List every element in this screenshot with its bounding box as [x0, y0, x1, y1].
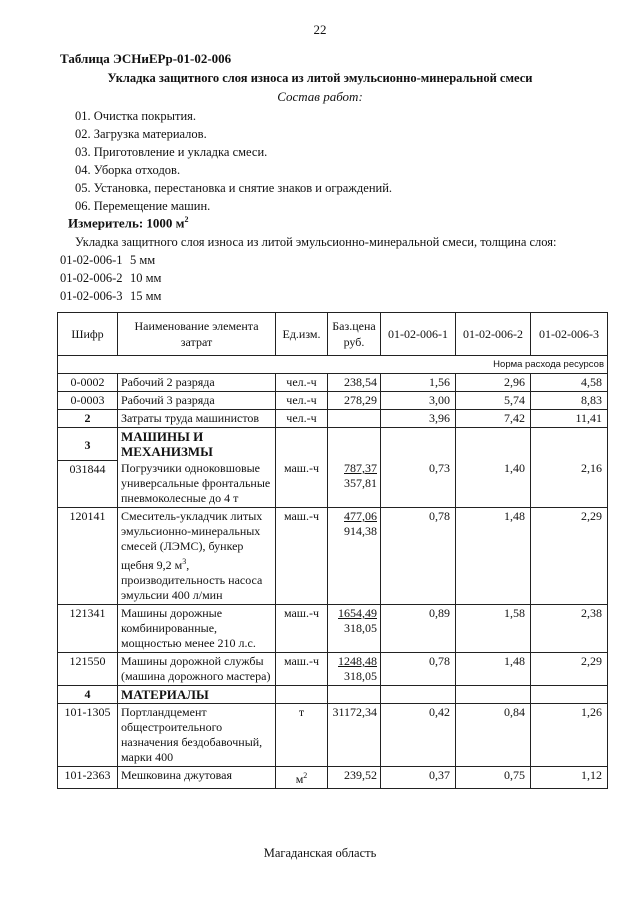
cell-name: Затраты труда машинистов: [118, 410, 276, 428]
norm-row: [58, 356, 608, 374]
cell-value: 3,00: [381, 392, 456, 410]
header-col3: 01-02-006-3: [531, 313, 608, 356]
cell-unit: $м^2$: [276, 767, 328, 789]
cell-name: Смеситель-укладчик литых эмульсионно-минеральных смесей (ЛЭМС), бункер щебня 9,2 $м^3$, производительность насоса эмульсии 400 л/мин: [118, 508, 276, 605]
cell-value: 8,83: [531, 392, 608, 410]
cell-price: 1248,48 318,05: [328, 653, 381, 686]
cell-price: 278,29: [328, 392, 381, 410]
cell-code: 0-0003: [58, 392, 118, 410]
operation-item: 04. Уборка отходов.: [75, 163, 181, 177]
cell-price: 239,52: [328, 767, 381, 789]
cell-unit: маш.-ч: [276, 653, 328, 686]
measure-unit: Измеритель: 1000 $м^2$: [68, 215, 189, 231]
cell-value: 1,26: [531, 704, 608, 767]
resource-table: [57, 312, 608, 789]
table-row: [58, 605, 608, 653]
header-col1: 01-02-006-1: [381, 313, 456, 356]
cell-value: 1,40: [456, 460, 531, 508]
table-row: [58, 704, 608, 767]
cell-value: 1,56: [381, 374, 456, 392]
cell-value: 0,78: [381, 653, 456, 686]
cell-unit: т: [276, 704, 328, 767]
table-row: [58, 767, 608, 789]
cell-value: 0,42: [381, 704, 456, 767]
cell-code: 120141: [58, 508, 118, 605]
cell-value: 1,48: [456, 508, 531, 605]
cell-value: 0,37: [381, 767, 456, 789]
cell-unit: маш.-ч: [276, 605, 328, 653]
cell-code: 0-0002: [58, 374, 118, 392]
cell-price: 477,06 914,38: [328, 508, 381, 605]
section-code: 3: [58, 428, 118, 461]
cell-value: 7,42: [456, 410, 531, 428]
cell-unit: маш.-ч: [276, 508, 328, 605]
cell-code: 121341: [58, 605, 118, 653]
thickness-item: 01-02-006-2 10 мм: [60, 271, 162, 285]
table-row: [58, 392, 608, 410]
section-title: МАШИНЫ И МЕХАНИЗМЫ: [118, 428, 276, 461]
table-subtitle: Укладка защитного слоя износа из литой эмульсионно-минеральной смеси: [107, 71, 533, 85]
operation-item: 06. Перемещение машин.: [75, 199, 211, 213]
section-code: 4: [58, 686, 118, 704]
thickness-item: 01-02-006-1 5 мм: [60, 253, 156, 267]
table-row: [58, 374, 608, 392]
cell-value: 2,16: [531, 460, 608, 508]
section-row: [58, 686, 608, 704]
cell-value: 0,73: [381, 460, 456, 508]
cell-value: 2,29: [531, 508, 608, 605]
cell-code: 2: [58, 410, 118, 428]
page-number: 22: [313, 22, 327, 37]
cell-value: 1,58: [456, 605, 531, 653]
cell-value: 1,12: [531, 767, 608, 789]
cell-unit: чел.-ч: [276, 392, 328, 410]
header-code: Шифр: [58, 313, 118, 356]
operation-item: 01. Очистка покрытия.: [75, 109, 197, 123]
operation-item: 03. Приготовление и укладка смеси.: [75, 145, 268, 159]
cell-price: 31172,34: [328, 704, 381, 767]
cell-price: [328, 410, 381, 428]
header-price: Баз.цена руб.: [328, 313, 381, 356]
cell-value: 0,75: [456, 767, 531, 789]
cell-value: 0,84: [456, 704, 531, 767]
cell-price: 1654,49 318,05: [328, 605, 381, 653]
cell-value: 3,96: [381, 410, 456, 428]
composition-label: Состав работ:: [277, 89, 363, 104]
cell-price: 238,54: [328, 374, 381, 392]
cell-value: 4,58: [531, 374, 608, 392]
cell-value: 0,78: [381, 508, 456, 605]
operation-item: 05. Установка, перестановка и снятие знаков и ограждений.: [75, 181, 393, 195]
cell-code: 101-1305: [58, 704, 118, 767]
header-unit: Ед.изм.: [276, 313, 328, 356]
cell-code: 031844: [58, 460, 118, 508]
cell-value: 2,38: [531, 605, 608, 653]
table-row: [58, 410, 608, 428]
cell-unit: чел.-ч: [276, 374, 328, 392]
section-title: МАТЕРИАЛЫ: [118, 686, 276, 704]
cell-value: 5,74: [456, 392, 531, 410]
cell-name: Мешковина джутовая: [118, 767, 276, 789]
cell-name: Машины дорожные комбинированные, мощностью менее 210 л.с.: [118, 605, 276, 653]
table-row: [58, 653, 608, 686]
cell-price: 787,37 357,81: [328, 460, 381, 508]
section-row: [58, 428, 608, 461]
cell-value: 0,89: [381, 605, 456, 653]
cell-code: 101-2363: [58, 767, 118, 789]
cell-unit: чел.-ч: [276, 410, 328, 428]
cell-name: Машины дорожной службы (машина дорожного мастера): [118, 653, 276, 686]
norm-label: Норма расхода ресурсов: [58, 356, 608, 374]
table-title: Таблица ЭСНиЕРр-01-02-006: [60, 51, 232, 66]
cell-name: Рабочий 2 разряда: [118, 374, 276, 392]
cell-value: 2,29: [531, 653, 608, 686]
cell-unit: маш.-ч: [276, 460, 328, 508]
cell-name: Портландцемент общестроительного назначения бездобавочный, марки 400: [118, 704, 276, 767]
table-header-row: [58, 313, 608, 356]
cell-value: 1,48: [456, 653, 531, 686]
thickness-item: 01-02-006-3 15 мм: [60, 289, 162, 303]
operation-item: 02. Загрузка материалов.: [75, 127, 207, 141]
header-name: Наименование элемента затрат: [118, 313, 276, 356]
cell-name: Рабочий 3 разряда: [118, 392, 276, 410]
cell-name: Погрузчики одноковшовые универсальные фронтальные пневмоколесные до 4 т: [118, 460, 276, 508]
footer-region: Магаданская область: [263, 846, 377, 860]
cell-value: 2,96: [456, 374, 531, 392]
table-row: [58, 508, 608, 605]
thickness-intro: Укладка защитного слоя износа из литой эмульсионно-минеральной смеси, толщина слоя:: [75, 235, 557, 249]
cell-value: 11,41: [531, 410, 608, 428]
cell-code: 121550: [58, 653, 118, 686]
table-row: [58, 460, 608, 508]
header-col2: 01-02-006-2: [456, 313, 531, 356]
